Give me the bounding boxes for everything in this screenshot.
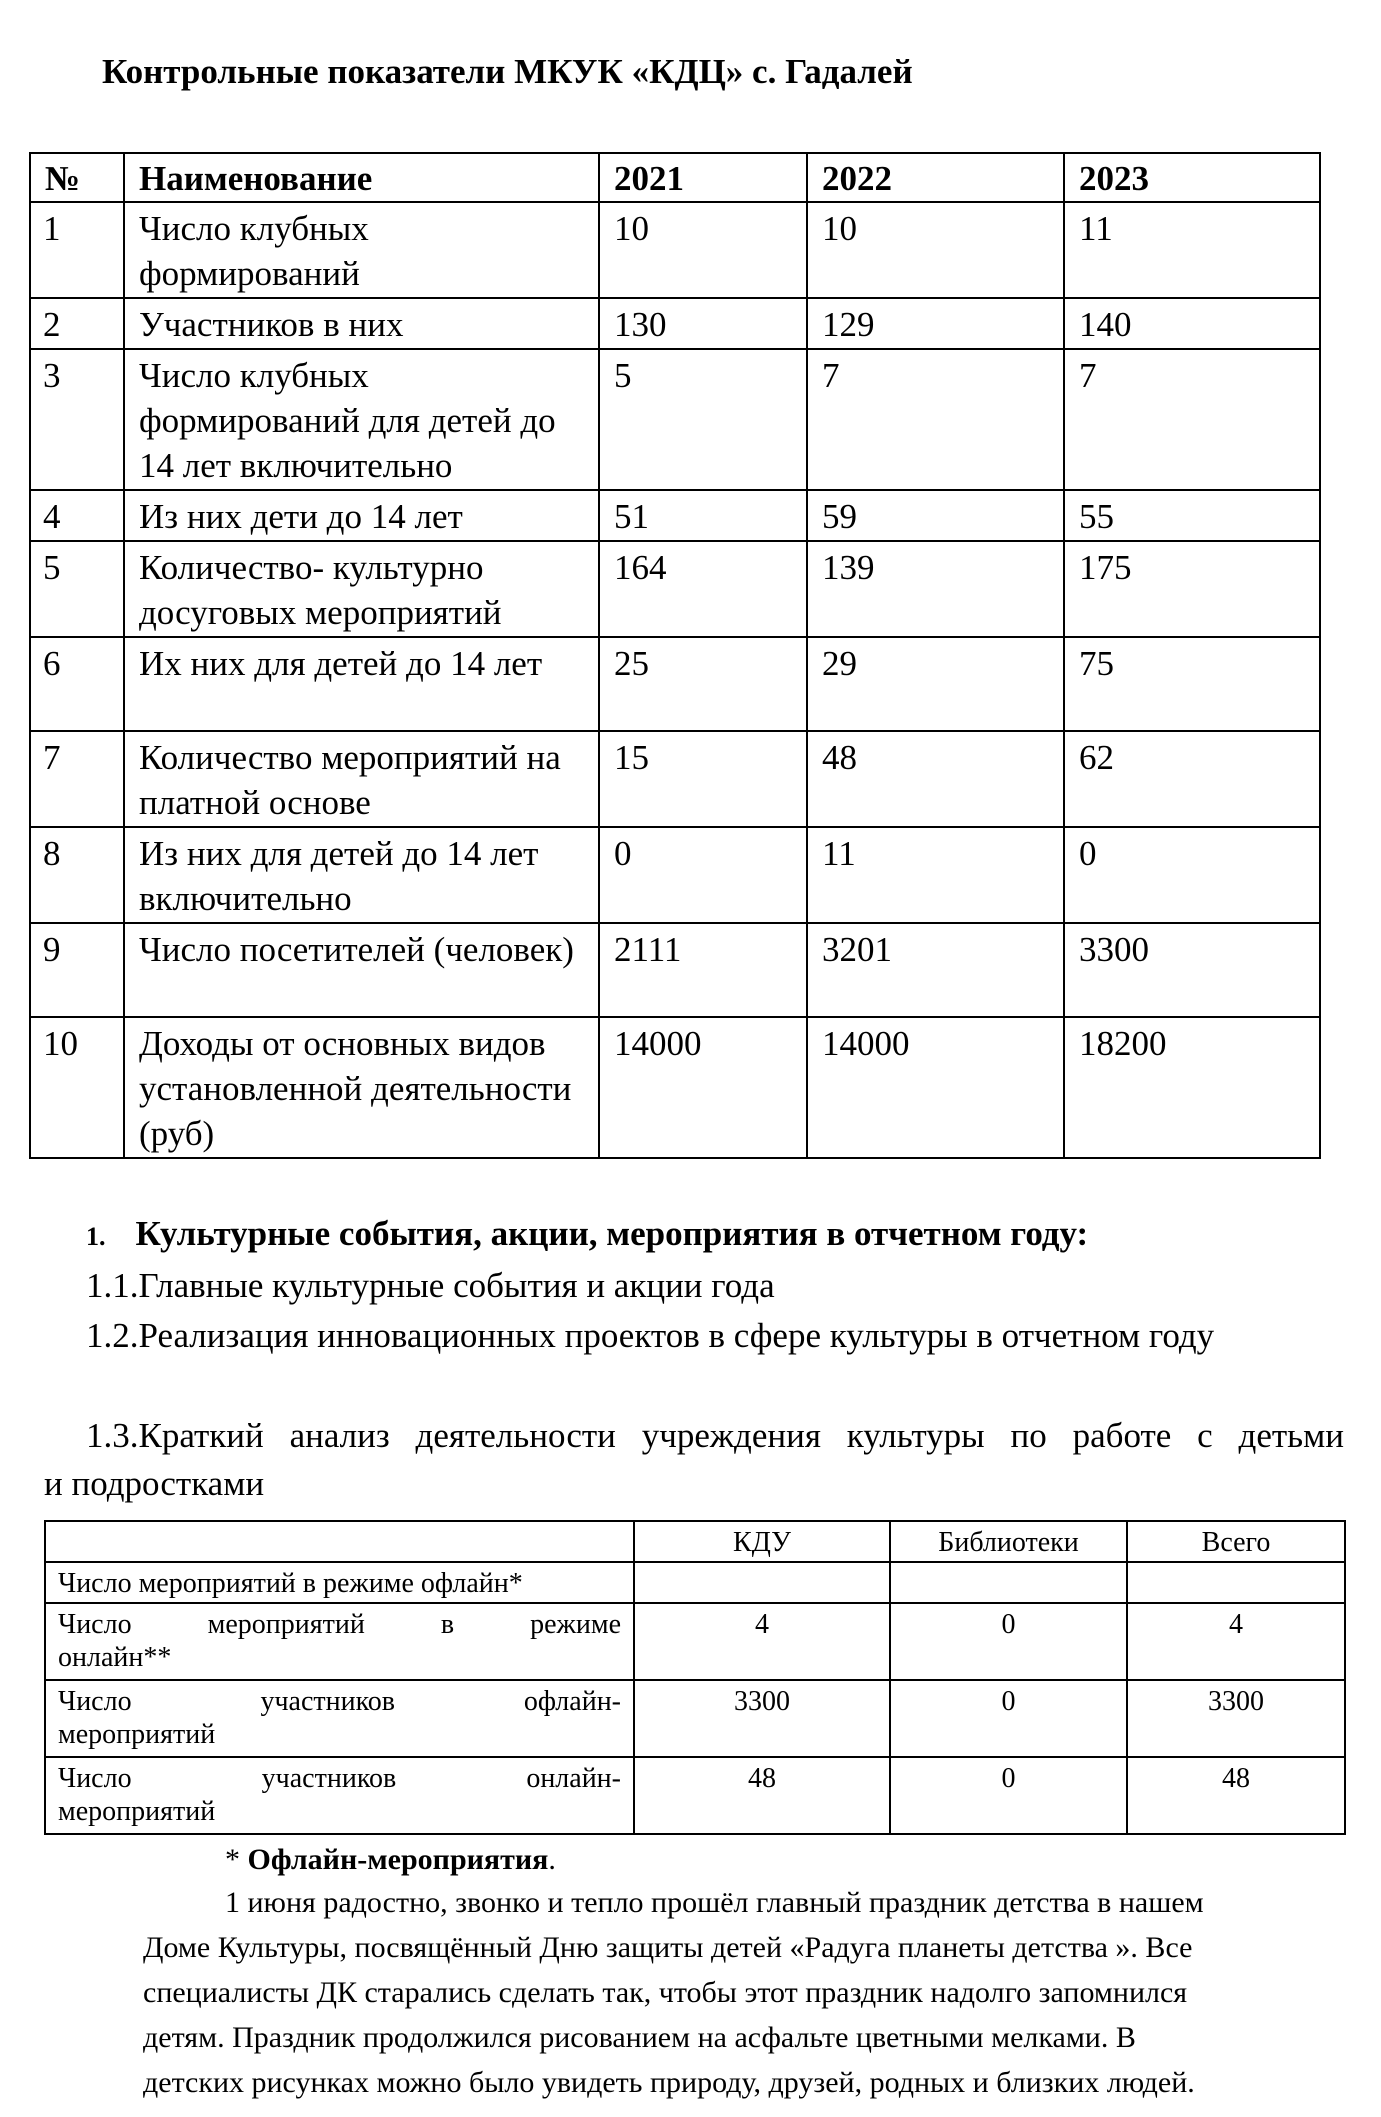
row-number: 1 <box>30 202 124 298</box>
header-kdu: КДУ <box>634 1521 890 1562</box>
value-2023: 55 <box>1064 490 1320 541</box>
table-row <box>30 637 1320 731</box>
row-number: 10 <box>30 1017 124 1158</box>
row-label-line1: Число мероприятий в режиме <box>58 1609 621 1640</box>
table-row <box>30 490 1320 541</box>
table-row <box>30 1017 1320 1158</box>
header-name: Наименование <box>124 153 599 202</box>
table-header-row <box>45 1521 1345 1562</box>
value-2022: 3201 <box>807 923 1064 1017</box>
value-2022: 129 <box>807 298 1064 349</box>
value-2023: 140 <box>1064 298 1320 349</box>
row-label <box>45 1680 634 1757</box>
row-number: 3 <box>30 349 124 490</box>
row-label-line1: Число участников офлайн- <box>58 1686 621 1717</box>
value-2021: 10 <box>599 202 807 298</box>
value-2023: 62 <box>1064 731 1320 827</box>
value-2023: 75 <box>1064 637 1320 731</box>
value-2021: 25 <box>599 637 807 731</box>
note-title: Офлайн-мероприятия <box>247 1843 549 1876</box>
paragraph-line: 1 июня радостно, звонко и тепло прошёл главный праздник детства в нашем <box>225 1886 1204 1919</box>
value-2021: 164 <box>599 541 807 637</box>
table-row <box>30 923 1320 1017</box>
row-number: 2 <box>30 298 124 349</box>
row-number: 5 <box>30 541 124 637</box>
item-1-1: 1.1.Главные культурные события и акции года <box>86 1266 775 1305</box>
value-2023: 18200 <box>1064 1017 1320 1158</box>
note-star: * <box>225 1843 248 1876</box>
section-heading <box>44 1210 1381 1261</box>
control-indicators-table <box>29 152 1321 1159</box>
value-2022: 14000 <box>807 1017 1064 1158</box>
table-row <box>30 202 1320 298</box>
row-name: Их них для детей до 14 лет <box>124 637 599 731</box>
row-label <box>45 1562 634 1603</box>
value-kdu: 3300 <box>634 1680 890 1757</box>
header-2022: 2022 <box>807 153 1064 202</box>
table-row <box>45 1680 1345 1757</box>
header-2023: 2023 <box>1064 153 1320 202</box>
value-total <box>1127 1562 1345 1603</box>
value-kdu: 4 <box>634 1603 890 1680</box>
table-row <box>30 827 1320 923</box>
row-name: Число клубных формирований для детей до 14 лет включительно <box>124 349 599 490</box>
value-2021: 5 <box>599 349 807 490</box>
row-number: 4 <box>30 490 124 541</box>
paragraph-line: детям. Праздник продолжился рисованием на асфальте цветными мелками. В <box>143 2021 1136 2054</box>
row-name: Участников в них <box>124 298 599 349</box>
value-2021: 130 <box>599 298 807 349</box>
table-header-row <box>30 153 1320 202</box>
row-name: Количество мероприятий на платной основе <box>124 731 599 827</box>
row-number: 7 <box>30 731 124 827</box>
note-paragraph <box>143 1880 1323 2105</box>
header-2021: 2021 <box>599 153 807 202</box>
value-2022: 59 <box>807 490 1064 541</box>
document-title: Контрольные показатели МКУК «КДЦ» с. Гадалей <box>102 52 913 91</box>
row-number: 6 <box>30 637 124 731</box>
value-kdu: 48 <box>634 1757 890 1834</box>
row-label-line1: Число участников онлайн- <box>58 1763 621 1794</box>
row-number: 9 <box>30 923 124 1017</box>
header-number: № <box>30 153 124 202</box>
row-name: Из них дети до 14 лет <box>124 490 599 541</box>
value-2023: 3300 <box>1064 923 1320 1017</box>
row-label <box>45 1757 634 1834</box>
value-2022: 48 <box>807 731 1064 827</box>
section-title: Культурные события, акции, мероприятия в отчетном году: <box>135 1214 1089 1253</box>
row-name: Из них для детей до 14 лет включительно <box>124 827 599 923</box>
row-name: Количество- культурно досуговых мероприятий <box>124 541 599 637</box>
row-name: Число клубных формирований <box>124 202 599 298</box>
row-number: 8 <box>30 827 124 923</box>
item-1-2: 1.2.Реализация инновационных проектов в сфере культуры в отчетном году <box>86 1316 1215 1355</box>
value-2021: 15 <box>599 731 807 827</box>
value-total: 48 <box>1127 1757 1345 1834</box>
value-2022: 11 <box>807 827 1064 923</box>
value-total: 4 <box>1127 1603 1345 1680</box>
row-name: Число посетителей (человек) <box>124 923 599 1017</box>
value-libraries: 0 <box>890 1680 1127 1757</box>
paragraph-line: Доме Культуры, посвящённый Дню защиты детей «Радуга планеты детства ». Все <box>143 1931 1193 1964</box>
table-row <box>30 731 1320 827</box>
value-2022: 139 <box>807 541 1064 637</box>
row-name: Доходы от основных видов установленной деятельности (руб) <box>124 1017 599 1158</box>
value-2021: 2111 <box>599 923 807 1017</box>
paragraph-line: детских рисунках можно было увидеть природу, друзей, родных и близких людей. <box>143 2066 1195 2099</box>
row-label-line2: мероприятий <box>58 1719 216 1750</box>
item-1-3-line1: 1.3.Краткий анализ деятельности учреждения культуры по работе с детьми <box>86 1416 1344 1455</box>
header-empty <box>45 1521 634 1562</box>
value-2023: 7 <box>1064 349 1320 490</box>
row-label-line1: Число мероприятий в режиме офлайн* <box>58 1568 523 1599</box>
table-row <box>30 349 1320 490</box>
value-2023: 175 <box>1064 541 1320 637</box>
table-row <box>30 298 1320 349</box>
value-2021: 0 <box>599 827 807 923</box>
paragraph-line: специалисты ДК старались сделать так, чтобы этот праздник надолго запомнился <box>143 1976 1188 2009</box>
value-libraries <box>890 1562 1127 1603</box>
value-libraries: 0 <box>890 1757 1127 1834</box>
table-row <box>45 1603 1345 1680</box>
header-total: Всего <box>1127 1521 1345 1562</box>
row-label <box>45 1603 634 1680</box>
row-label-line2: онлайн** <box>58 1642 172 1673</box>
value-2023: 11 <box>1064 202 1320 298</box>
value-2021: 51 <box>599 490 807 541</box>
header-libraries: Библиотеки <box>890 1521 1127 1562</box>
value-2023: 0 <box>1064 827 1320 923</box>
row-label-line2: мероприятий <box>58 1796 216 1827</box>
value-2021: 14000 <box>599 1017 807 1158</box>
note-heading <box>225 1840 556 1880</box>
value-kdu <box>634 1562 890 1603</box>
value-total: 3300 <box>1127 1680 1345 1757</box>
note-dot: . <box>548 1843 556 1876</box>
table-row <box>45 1757 1345 1834</box>
value-2022: 10 <box>807 202 1064 298</box>
table-row <box>45 1562 1345 1603</box>
section-number: 1. <box>86 1222 106 1251</box>
item-1-3 <box>44 1412 1344 1508</box>
table-row <box>30 541 1320 637</box>
children-activity-table <box>44 1520 1346 1835</box>
item-1-3-line2: и подростками <box>44 1464 265 1503</box>
value-libraries: 0 <box>890 1603 1127 1680</box>
value-2022: 7 <box>807 349 1064 490</box>
value-2022: 29 <box>807 637 1064 731</box>
